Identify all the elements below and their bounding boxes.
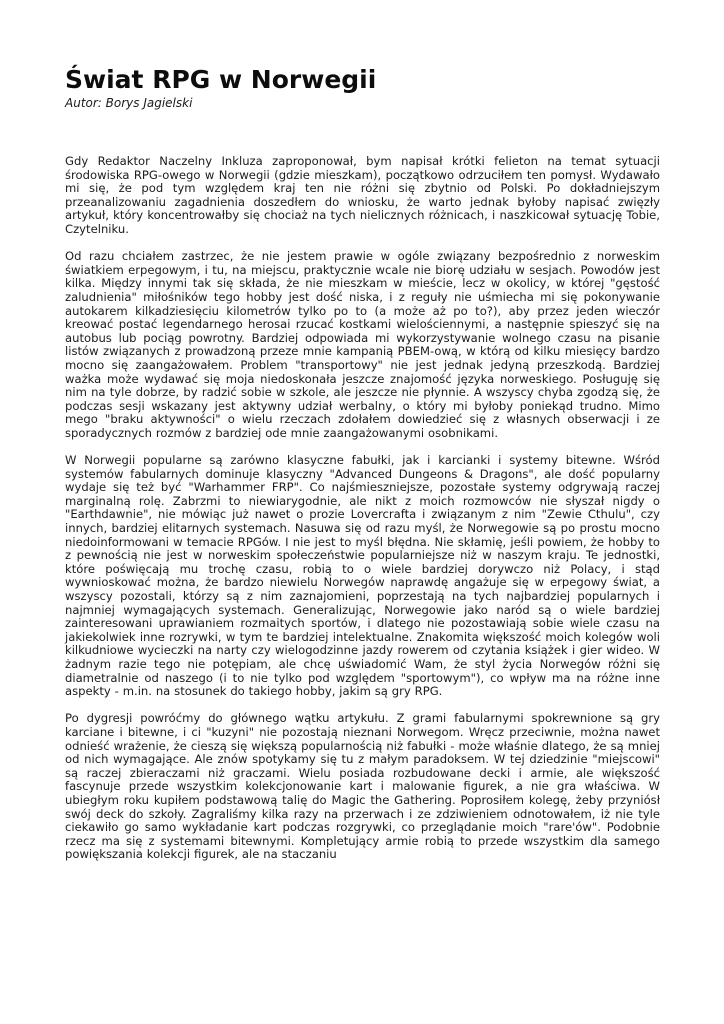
article-body — [65, 155, 660, 862]
page-title: Świat RPG w Norwegii — [65, 65, 377, 94]
paragraph-2: Od razu chciałem zastrzec, że nie jestem prawie w ogóle związany bezpośrednio z norweskim światkiem erpegowym, i tu, na miejscu, praktycznie wcale nie biorę udziału w sesjach. Powodów jest kilka. Między innymi tak się składa, że nie mieszkam w mieście, lecz w okolicy, w której "gęstość zaludnienia" miłośników tego hobby jest dość niska, i z reguły nie uśmiecha mi się pokonywanie autokarem kilkadziesięciu kilometrów tylko po to (a może aż po to?), aby przez jeden wieczór kreować postać legendarnego herosai rzucać kostkami wielościennymi, a następnie spieszyć się na autobus lub pociąg powrotny. Bardziej odpowiada mi wykorzystywanie wolnego czasu na pisanie listów związanych z prowadzoną przeze mnie kampanią PBEM-ową, w którą od kilku miesięcy bardzo mocno się zaangażowałem. Problem "transportowy" nie jest jednak jedyną przeszkodą. Bardziej ważka może wydawać się moja niedoskonała jeszcze znajomość języka norweskiego. Posługuję się nim na tyle dobrze, by radzić sobie w szkole, ale jeszcze nie płynnie. A wszyscy chyba zgodzą się, że podczas sesji wskazany jest aktywny udział werbalny, o który mi byłoby poniekąd trudno. Mimo mego "braku aktywności" o wielu rzeczach zdołałem dowiedzieć się z własnych obserwacji i ze sporadycznych rozmów z bardziej ode mnie zaangażowanymi osobnikami. — [65, 249, 660, 440]
paragraph-4: Po dygresji powróćmy do głównego wątku artykułu. Z grami fabularnymi spokrewnione są gry karciane i bitewne, i ci "kuzyni" nie pozostają nieznani Norwegom. Wręcz przeciwnie, można nawet odnieść wrażenie, że cieszą się większą popularnością niż fabułki - może właśnie dlatego, że są mniej od nich wymagające. Ale znów spotykamy się tu z małym paradoksem. W tej dziedzinie "miejscowi" są raczej zbieraczami niż graczami. Wielu posiada rozbudowane decki i armie, ale większość fascynuje przede wszystkim kolekcjonowanie kart i malowanie figurek, a nie gra właściwa. W ubiegłym roku kupiłem podstawową talię do Magic the Gathering. Poprosiłem kolegę, żeby przyniósł swój deck do szkoły. Zagraliśmy kilka razy na przerwach i ze zdziwieniem odnotowałem, iż nie tyle ciekawiło go samo wykładanie kart podczas rozgrywki, co przeglądanie moich "rare'ów". Podobnie rzecz ma się z systemami bitewnymi. Kompletujący armie robią to przede wszystkim dla samego powiększania kolekcji figurek, ale na staczaniu — [65, 711, 660, 862]
paragraph-3: W Norwegii popularne są zarówno klasyczne fabułki, jak i karcianki i systemy bitewne. Wśród systemów fabularnych dominuje klasyczny "Advanced Dungeons & Dragons", ale dość popularny wydaje się też być "Warhammer FRP". Co najśmieszniejsze, pozostałe systemy odgrywają raczej marginalną rolę. Zabrzmi to niewiarygodnie, ale nikt z moich rozmowców nie słyszał nigdy o "Earthdawnie", nie mówiąc już nawet o prozie Lovercrafta i związanym z nim "Zewie Cthulu", czy innych, bardziej elitarnych systemach. Nasuwa się od razu myśl, że Norwegowie są po prostu mocno niedoinformowani w temacie RPGów. I nie jest to myśl błędna. Nie skłamię, jeśli powiem, że hobby to z pewnością nie jest w norweskim społeczeństwie popularniejsze niż w naszym kraju. Te jednostki, które poświęcają mu trochę czasu, robią to o wiele bardziej dorywczo niż Polacy, i stąd wywnioskować można, że bardzo niewielu Norwegów naprawdę angażuje się w erpegowy świat, a wszyscy pozostali, którzy są z nim zaznajomieni, poprzestają na tych najbardziej popularnych i najmniej wymagających systemach. Generalizując, Norwegowie jako naród są o wiele bardziej zainteresowani uprawianiem rozmaitych sportów, i dlatego nie pozostawiają sobie wiele czasu na jakiekolwiek inne rozrywki, w tym te bardziej intelektualne. Znakomita większość moich kolegów woli kilkudniowe wycieczki na narty czy wielogodzinne jazdy rowerem od czytania książek i gier wideo. W żadnym razie tego nie potępiam, ale chcę uświadomić Wam, że styl życia Norwegów różni się diametralnie od naszego (i to nie tylko pod względem "sportowym"), co wpływ ma na różne inne aspekty - m.in. na stosunek do takiego hobby, jakim są gry RPG. — [65, 453, 660, 699]
author-line: Autor: Borys Jagielski — [65, 96, 193, 110]
paragraph-1: Gdy Redaktor Naczelny Inkluza zaproponował, bym napisał krótki felieton na temat sytuacji środowiska RPG-owego w Norwegii (gdzie mieszkam), początkowo odrzuciłem ten pomysł. Wydawało mi się, że pod tym względem kraj ten nie różni się zbytnio od Polski. Po dokładniejszym przeanalizowaniu zagadnienia doszedłem do wniosku, że warto jednak byłoby napisać zwięzły artykuł, który koncentrowałby się chociaż na tych nielicznych różnicach, i naszkicował sytuację Tobie, Czytelniku. — [65, 154, 660, 236]
